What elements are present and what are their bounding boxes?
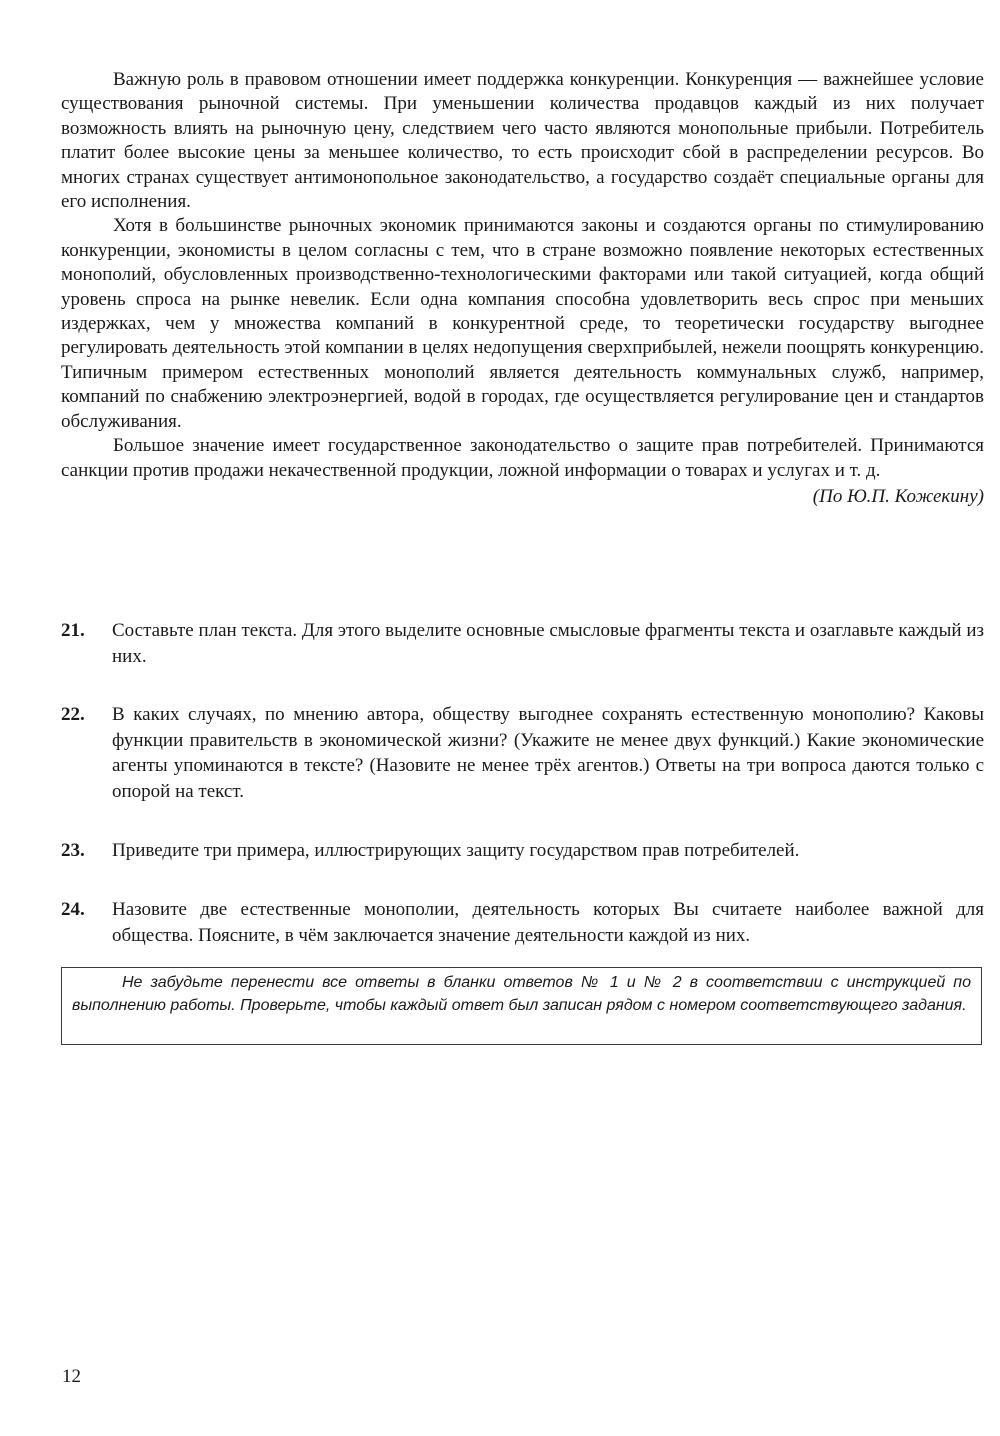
paragraph-2: Хотя в большинстве рыночных экономик принимаются законы и создаются органы по стимулированию конкуренции, экономисты в целом согласны с тем, что в стране возможно появление некоторых естественных монополий, обусловленных производственно-технологическими факторами или такой ситуацией, когда общий уровень спроса на рынке невелик. Если одна компания способна удовлетворить весь спрос при меньших издержках, чем у множества компаний в конкурентной среде, то теоретически государству выгоднее регулировать деятельность этой компании в целях недопущения сверхприбылей, нежели поощрять конкуренцию. Типичным примером естественных монополий является деятельность коммунальных служб, например, компаний по снабжению электроэнергией, водой в городах, где осуществляется регулирование цен и стандартов обслуживания. (61, 215, 984, 432)
task-21 (61, 618, 984, 669)
task-text: Приведите три примера, иллюстрирующих защиту государством прав потребителей. (112, 840, 800, 861)
instruction-box (61, 967, 982, 1045)
task-23 (61, 838, 984, 864)
task-number: 24. (61, 899, 85, 920)
source-text (61, 68, 984, 509)
task-text: Составьте план текста. Для этого выделите основные смысловые фрагменты текста и озаглавьте каждый из них. (112, 620, 984, 667)
paragraph-3: Большое значение имеет государственное законодательство о защите прав потребителей. Принимаются санкции против продажи некачественной продукции, ложной информации о товарах и услугах и т. д. (61, 435, 984, 481)
task-24 (61, 897, 984, 948)
paragraph-1: Важную роль в правовом отношении имеет поддержка конкуренции. Конкуренция — важнейшее условие существования рыночной системы. При уменьшении количества продавцов каждый из них получает возможность влиять на рыночную цену, следствием чего часто являются монопольные прибыли. Потребитель платит более высокие цены за меньшее количество, то есть происходит сбой в распределении ресурсов. Во многих странах существует антимонопольное законодательство, а государство создаёт специальные органы для его исполнения. (61, 69, 984, 213)
text-attribution: (По Ю.П. Кожекину) (812, 485, 984, 507)
task-number: 23. (61, 840, 85, 861)
task-number: 22. (61, 704, 85, 725)
task-text: Назовите две естественные монополии, деятельность которых Вы считаете наиболее важной для общества. Поясните, в чём заключается значение деятельности каждой из них. (112, 899, 984, 946)
task-number: 21. (61, 620, 85, 641)
instruction-text: Не забудьте перенести все ответы в бланки ответов № 1 и № 2 в соответствии с инструкцией по выполнению работы. Проверьте, чтобы каждый ответ был записан рядом с номером соответствующего задания. (72, 974, 971, 1014)
task-22 (61, 702, 984, 804)
page-number: 12 (62, 1366, 81, 1387)
task-text: В каких случаях, по мнению автора, обществу выгоднее сохранять естественную монополию? Каковы функции правительств в экономической жизни? (Укажите не менее двух функций.) Какие экономические агенты упоминаются в тексте? (Назовите не менее трёх агентов.) Ответы на три вопроса даются только с опорой на текст. (112, 704, 984, 802)
